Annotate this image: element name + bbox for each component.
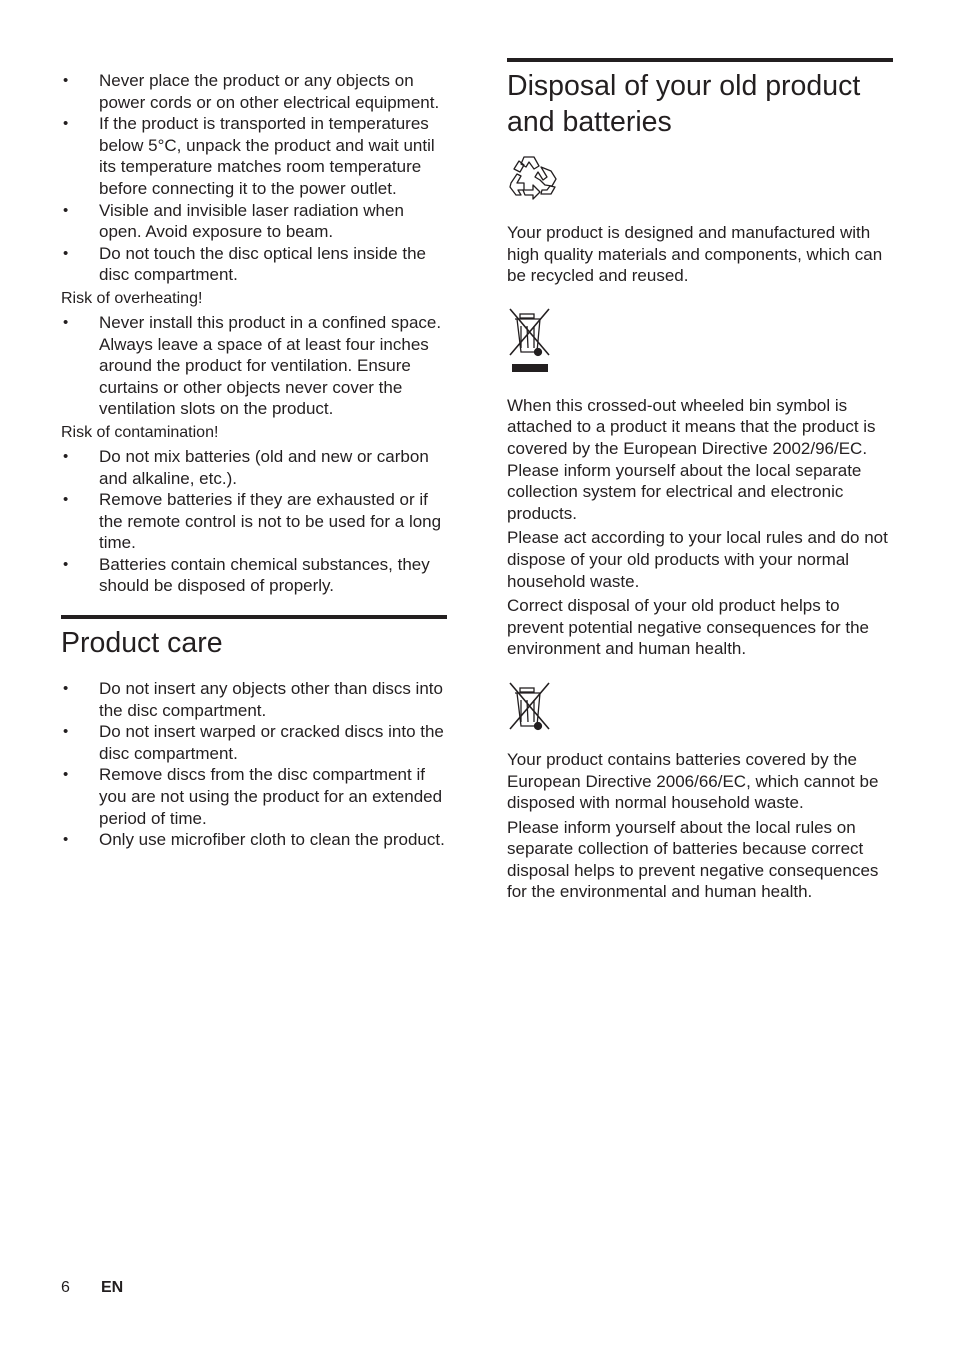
weee-paragraph: Correct disposal of your old product helps to prevent potential negative consequences for the environment and human health.: [507, 596, 869, 659]
list-item: • Only use microfiber cloth to clean the product.: [63, 830, 445, 850]
safety-bullet-list: [61, 70, 447, 286]
list-item: • Do not touch the disc optical lens inside the disc compartment.: [63, 243, 426, 285]
section-divider: [61, 615, 447, 619]
list-item: • Visible and invisible laser radiation when open. Avoid exposure to beam.: [63, 200, 404, 242]
contamination-heading: Risk of contamination!: [61, 423, 219, 441]
right-column: [507, 0, 893, 906]
list-item: • Never install this product in a confined space. Always leave a space of at least four inches around the product for ventilation. Ensure curtains or other objects never cover the ventilation slots on the product.: [63, 312, 442, 419]
weee-paragraph: Please act according to your local rules and do not dispose of your old products with your normal household waste.: [507, 528, 888, 591]
product-care-heading: Product care: [61, 627, 223, 660]
page-number: 6: [61, 1279, 70, 1296]
contamination-bullet-list: [61, 446, 447, 597]
list-item: • If the product is transported in temperatures below 5°C, unpack the product and wait until its temperature matches room temperature before connecting it to the power outlet.: [63, 114, 435, 198]
section-divider: [507, 58, 893, 62]
list-item: • Remove batteries if they are exhausted or if the remote control is not to be used for a long time.: [63, 490, 442, 553]
left-column: [61, 0, 447, 851]
crossed-bin-icon: [507, 682, 555, 732]
overheating-heading: Risk of overheating!: [61, 289, 203, 307]
care-bullet-list: [61, 678, 447, 851]
overheating-bullet-list: [61, 312, 447, 420]
page-footer: [61, 1279, 123, 1297]
list-item: • Do not insert any objects other than discs into the disc compartment.: [63, 679, 443, 720]
list-item: • Remove discs from the disc compartment if you are not using the product for an extended period of time.: [63, 765, 443, 828]
list-item: • Batteries contain chemical substances, they should be disposed of properly.: [63, 554, 430, 596]
list-item: • Do not insert warped or cracked discs into the disc compartment.: [63, 722, 444, 763]
weee-paragraph: When this crossed-out wheeled bin symbol is attached to a product it means that the product is covered by the European Directive 2002/96/EC. Please inform yourself about the local separate collection system for electrical and electronic products.: [507, 395, 876, 523]
recycle-paragraph: Your product is designed and manufactured with high quality materials and components, which can be recycled and reused.: [507, 223, 883, 286]
battery-paragraphs: [507, 749, 893, 903]
disposal-heading: Disposal of your old product and batteries: [507, 70, 861, 138]
language-code: EN: [101, 1279, 124, 1296]
crossed-bin-icon: [507, 308, 555, 374]
weee-paragraphs: [507, 395, 893, 660]
battery-paragraph: Your product contains batteries covered by the European Directive 2006/66/EC, which cannot be disposed with normal household waste.: [507, 749, 879, 813]
recycle-icon: [507, 154, 559, 208]
battery-paragraph: Please inform yourself about the local rules on separate collection of batteries because correct disposal helps to prevent negative consequences for the environmental and human health.: [507, 817, 879, 902]
list-item: • Do not mix batteries (old and new or carbon and alkaline, etc.).: [63, 446, 429, 488]
list-item: • Never place the product or any objects on power cords or on other electrical equipment.: [63, 71, 440, 112]
